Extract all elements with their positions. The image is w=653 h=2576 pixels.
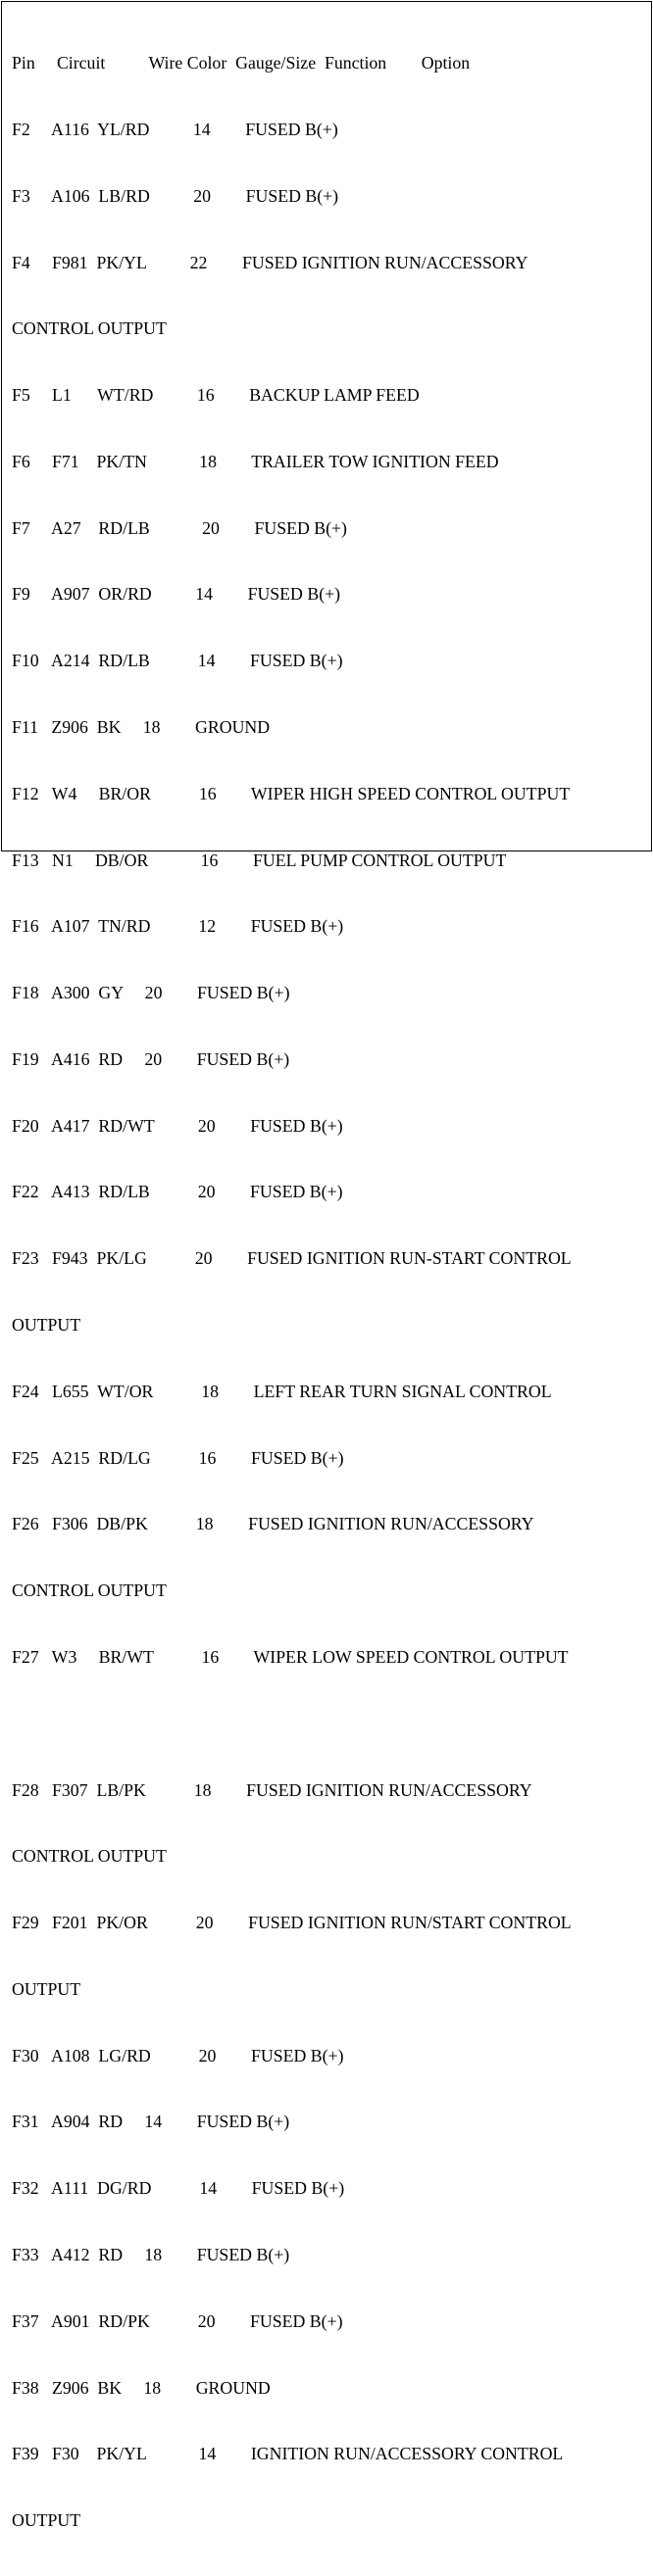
text-line: F25 A215 RD/LG 16 FUSED B(+): [12, 1447, 344, 1468]
text-line: OUTPUT: [12, 1315, 81, 1336]
text-line: F16 A107 TN/RD 12 FUSED B(+): [12, 916, 344, 937]
text-line: F20 A417 RD/WT 20 FUSED B(+): [12, 1115, 343, 1136]
text-line: F39 F30 PK/YL 14 IGNITION RUN/ACCESSORY CONTROL: [12, 2444, 564, 2464]
text-line: F27 W3 BR/WT 16 WIPER LOW SPEED CONTROL OUTPUT: [12, 1646, 569, 1667]
text-line: F32 A111 DG/RD 14 FUSED B(+): [12, 2178, 345, 2199]
text-line: F38 Z906 BK 18 GROUND: [12, 2377, 271, 2398]
text-line: F26 F306 DB/PK 18 FUSED IGNITION RUN/ACCESSORY: [12, 1514, 534, 1534]
document-frame: [1, 1, 652, 2531]
text-line: F3 A106 LB/RD 20 FUSED B(+): [12, 185, 339, 206]
text-line: CONTROL OUTPUT: [12, 1846, 167, 1867]
text-line: F29 F201 PK/OR 20 FUSED IGNITION RUN/START CONTROL: [12, 1913, 572, 1933]
header-line: Pin Circuit Wire Color Gauge/Size Function Option: [12, 53, 471, 73]
text-line: F19 A416 RD 20 FUSED B(+): [12, 1048, 290, 1069]
text-line: F37 A901 RD/PK 20 FUSED B(+): [12, 2310, 343, 2331]
text-line: F5 L1 WT/RD 16 BACKUP LAMP FEED: [12, 385, 420, 406]
text-line: F23 F943 PK/LG 20 FUSED IGNITION RUN-START CONTROL: [12, 1248, 572, 1269]
text-line: F2 A116 YL/RD 14 FUSED B(+): [12, 119, 338, 139]
text-line: CONTROL OUTPUT: [12, 1580, 167, 1601]
text-line: F6 F71 PK/TN 18 TRAILER TOW IGNITION FEED: [12, 451, 499, 471]
text-line: F18 A300 GY 20 FUSED B(+): [12, 983, 290, 1003]
fuse-pin-list: [12, 8, 643, 2576]
text-line: F30 A108 LG/RD 20 FUSED B(+): [12, 2045, 344, 2066]
text-line: F7 A27 RD/LB 20 FUSED B(+): [12, 517, 347, 538]
text-line: OUTPUT: [12, 2510, 81, 2531]
text-line: F22 A413 RD/LB 20 FUSED B(+): [12, 1182, 343, 1202]
text-line: F11 Z906 BK 18 GROUND: [12, 717, 271, 737]
text-line: OUTPUT: [12, 1978, 81, 1999]
text-line: F13 N1 DB/OR 16 FUEL PUMP CONTROL OUTPUT: [12, 850, 507, 870]
text-line: F24 L655 WT/OR 18 LEFT REAR TURN SIGNAL CONTROL: [12, 1381, 552, 1401]
text-line: F10 A214 RD/LB 14 FUSED B(+): [12, 651, 343, 671]
text-line: F4 F981 PK/YL 22 FUSED IGNITION RUN/ACCESSORY: [12, 252, 528, 272]
blank-line: [12, 1713, 643, 1735]
text-line: F28 F307 LB/PK 18 FUSED IGNITION RUN/ACCESSORY: [12, 1779, 532, 1800]
text-line: F9 A907 OR/RD 14 FUSED B(+): [12, 584, 341, 605]
text-line: F33 A412 RD 18 FUSED B(+): [12, 2244, 290, 2264]
text-line: CONTROL OUTPUT: [12, 318, 167, 339]
text-line: F31 A904 RD 14 FUSED B(+): [12, 2112, 290, 2132]
text-line: F12 W4 BR/OR 16 WIPER HIGH SPEED CONTROL OUTPUT: [12, 783, 571, 803]
